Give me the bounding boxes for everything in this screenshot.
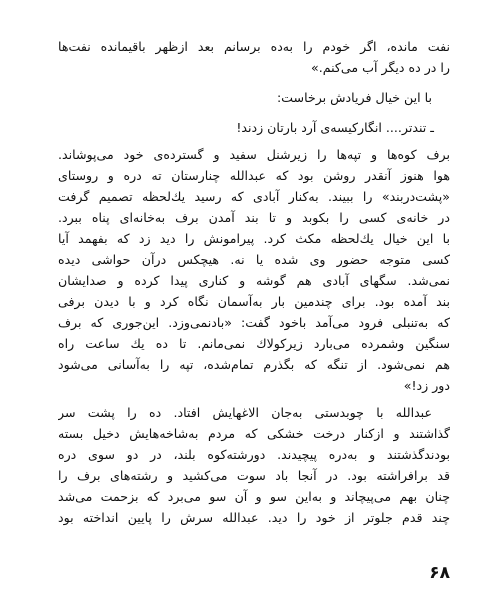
text-line: برف کوه‌ها و تپه‌ها را زیرشنل سفید و گسترده‌ی خود می‌پوشاند.	[58, 147, 450, 162]
text-line: «پشت‌دربند» را ببیند. به‌کنار آبادی که رسید یك‌لحظه تصمیم گرفت	[58, 189, 450, 204]
text-line: کسی متوجه حضور وی شده یا نه. هیچکس درآن حواشی دیده	[58, 252, 450, 267]
body-text	[58, 36, 450, 528]
text-line: نمی‌شد. سگهای آبادی هم گوشه و کناری پیدا کرده و صدایشان	[58, 273, 450, 288]
text-line: که به‌تنبلی فرود می‌آمد باخود گفت: «بادنمی‌وزد. این‌جوری که برف	[58, 315, 450, 330]
text-line: را در ده دیگر آب می‌کنم.»	[311, 60, 450, 75]
text-line: نفت مانده، اگر خودم را به‌ده برسانم بعد ازظهر باقیمانده نفت‌ها	[58, 39, 450, 54]
text-line: چنان بهم می‌پیچاند و به‌این سو و آن سو می‌برد که بزحمت می‌شد	[58, 489, 450, 504]
paragraph-1	[58, 36, 450, 78]
paragraph-5	[58, 402, 450, 528]
text-line: دور زد!»	[403, 378, 450, 393]
text-line: بند آمده بود. برای چندمین بار به‌آسمان نگاه کرد و با دیدن برفی	[58, 294, 450, 309]
text-line: قد برافراشته بود. در آنجا باد سوت می‌کشید و رشته‌های برف را	[58, 468, 450, 483]
text-line: بودندگذشتند و به‌دره پیچیدند. دورشته‌کوه بلند، در دو سوی دره	[58, 447, 450, 462]
paragraph-3	[58, 117, 450, 138]
text-line: سنگین وشمرده می‌بارد زیرکولاك نمی‌مانم. تا ده یك ساعت راه	[58, 336, 450, 351]
page-number: ۶۸	[429, 563, 450, 583]
paragraph-2	[58, 87, 450, 108]
text-line: با این خیال فریادش برخاست:	[276, 90, 432, 105]
text-line: ـ تندتر.... انگارکیسه‌ی آرد بارتان زدند!	[236, 120, 434, 135]
text-line: عبدالله با چوبدستی به‌جان الاغهایش افتاد. ده را پشت سر	[58, 405, 432, 420]
text-line: هم نمی‌شود. از تنگه که بگذرم تمام‌شده، تپه را به‌آسانی می‌شود	[58, 357, 450, 372]
text-line: هوا هنوز آنقدر روشن بود که عبدالله چنارستان ته دره و روستای	[58, 168, 450, 183]
paragraph-4	[58, 144, 450, 396]
text-line: در خانه‌ی کسی را بکوبد و تا بند آمدن برف به‌خانه‌ای پناه ببرد.	[58, 210, 450, 225]
text-line: گذاشتند و ازکنار درخت خشکی که مردم به‌شاخه‌هایش دخیل بسته	[58, 426, 450, 441]
text-line: چند قدم جلوتر از خود را دید. عبدالله سرش را پایین انداخته بود	[58, 510, 450, 525]
text-line: با این خیال یك‌لحظه مکث کرد. پیرامونش را دید زد که بفهمد آیا	[58, 231, 450, 246]
